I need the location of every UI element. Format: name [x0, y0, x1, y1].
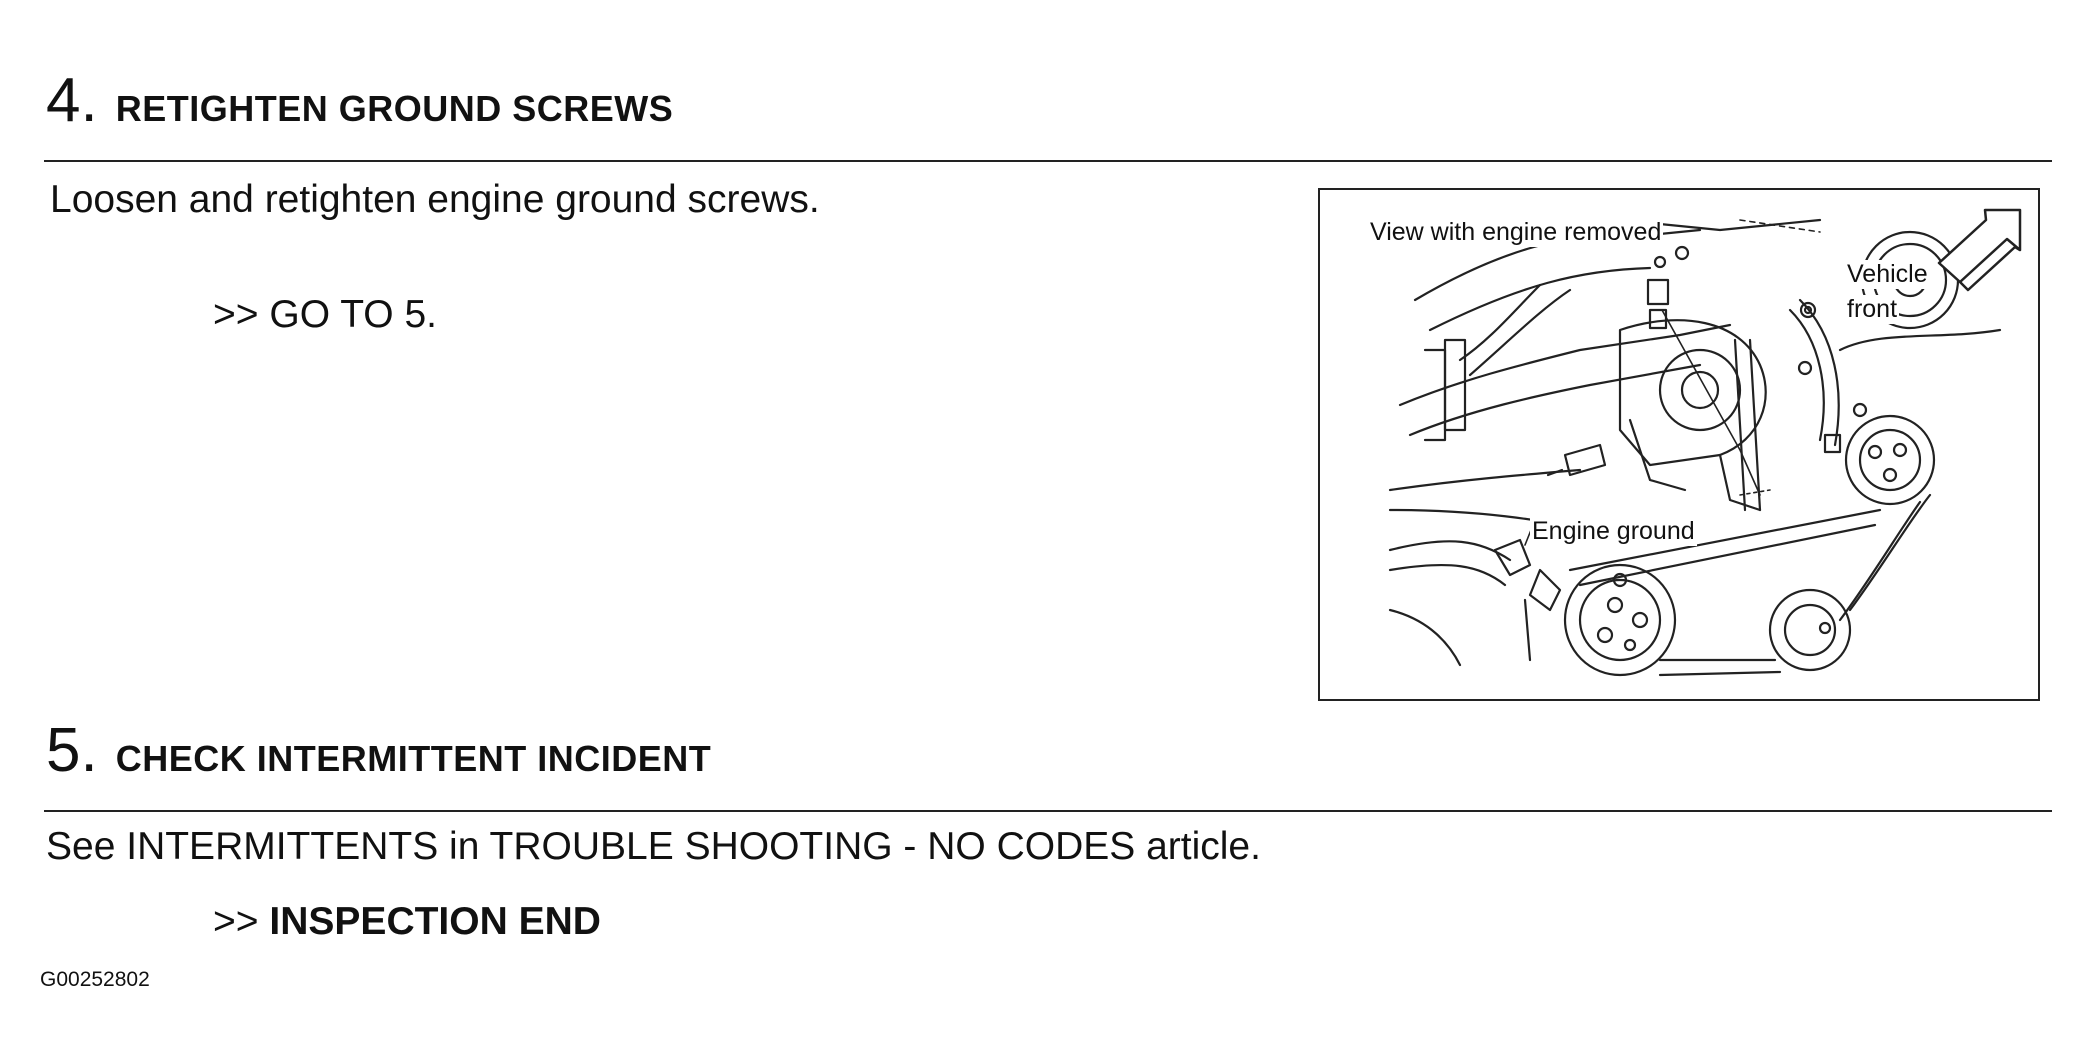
step-4-divider — [44, 160, 2052, 162]
figure-label-engine-ground: Engine ground — [1532, 517, 1695, 545]
figure-label-vehicle: Vehicle — [1847, 260, 1928, 288]
step-5-goto-prefix: >> — [213, 900, 259, 943]
document-id: G00252802 — [40, 968, 150, 991]
step-5-goto — [213, 900, 601, 944]
engine-ground-figure — [1318, 188, 2040, 701]
step-4-goto: >> GO TO 5. — [213, 293, 438, 336]
vehicle-front-arrow-icon — [1939, 210, 2020, 290]
step-5-title: CHECK INTERMITTENT INCIDENT — [115, 738, 712, 779]
step-4-number: 4. — [46, 66, 98, 135]
figure-label-view: View with engine removed — [1370, 218, 1662, 246]
step-4-heading — [46, 66, 674, 135]
step-4-instruction: Loosen and retighten engine ground screws. — [50, 178, 820, 221]
figure-label-front: front — [1847, 295, 1898, 323]
step-5-goto-bold: INSPECTION END — [269, 900, 601, 943]
step-5-heading — [46, 716, 712, 785]
step-4-title: RETIGHTEN GROUND SCREWS — [115, 88, 674, 129]
step-5-number: 5. — [46, 716, 98, 785]
step-5-divider — [44, 810, 2052, 812]
step-5-instruction: See INTERMITTENTS in TROUBLE SHOOTING - NO CODES article. — [46, 825, 1261, 868]
